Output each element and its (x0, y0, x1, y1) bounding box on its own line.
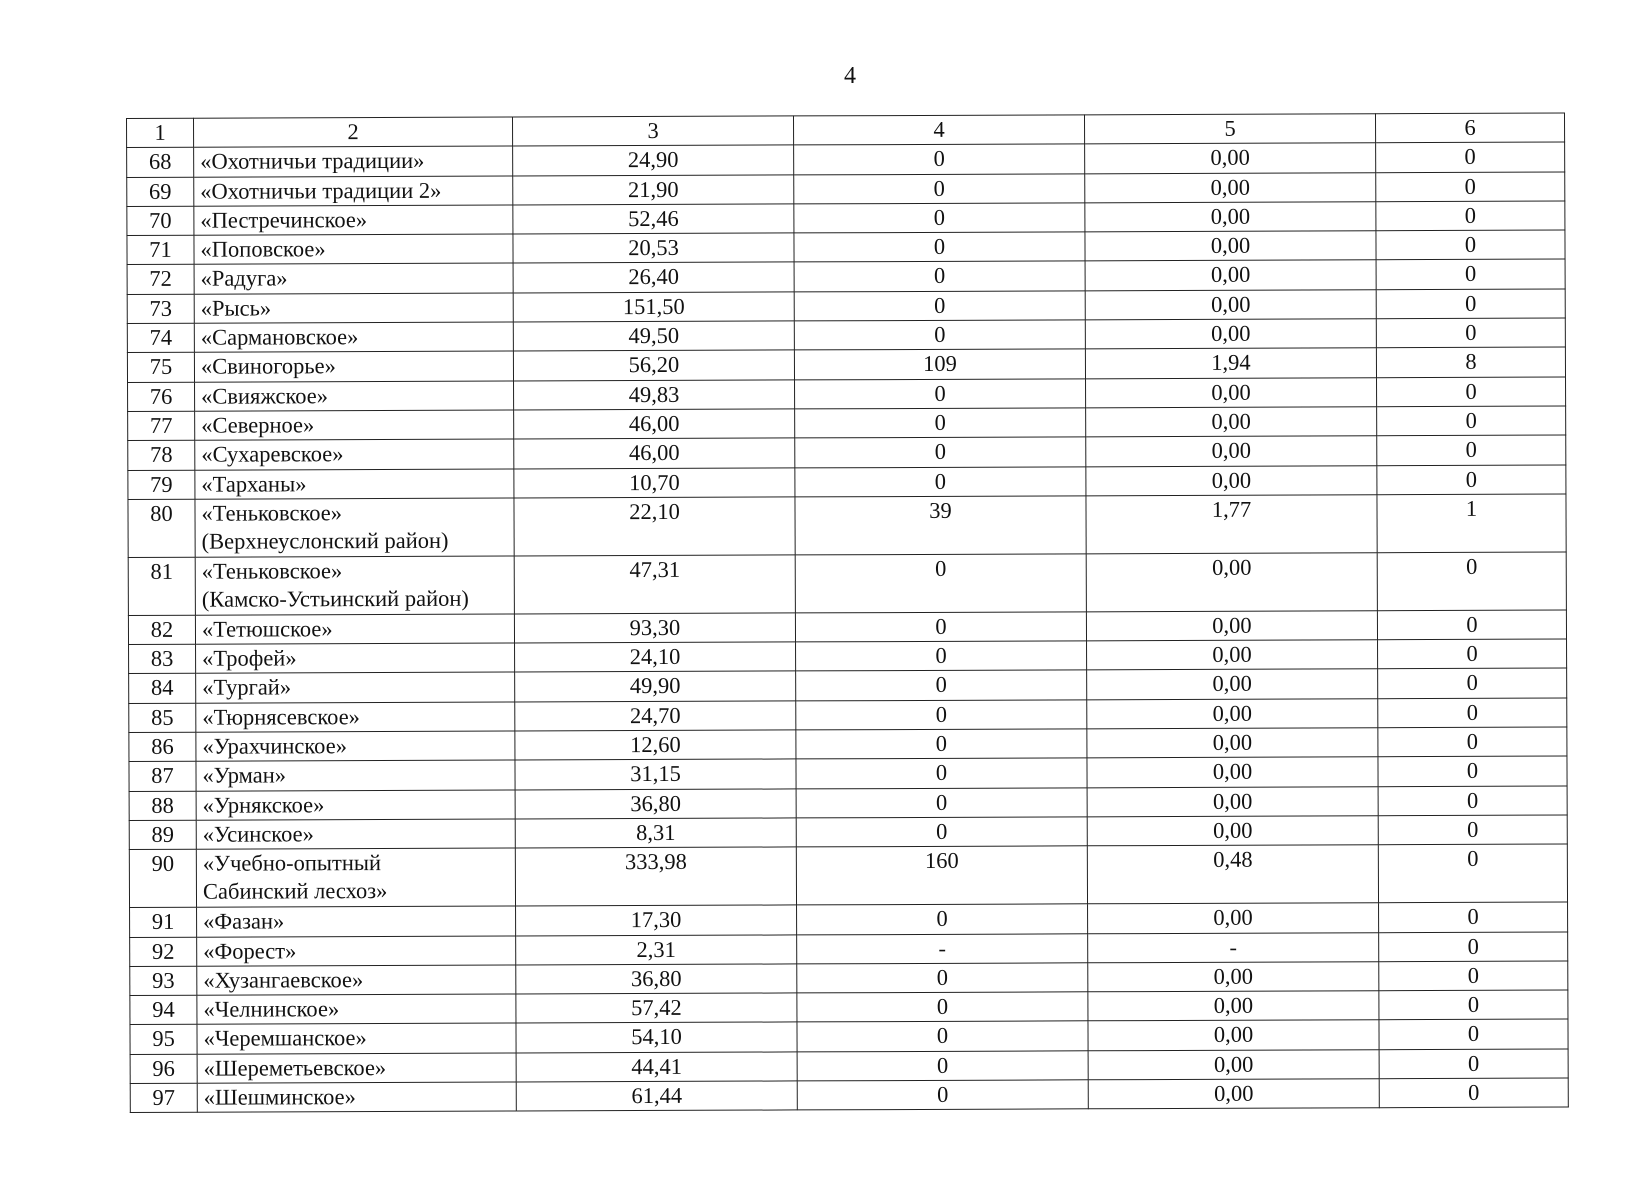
row-number-cell: 76 (128, 382, 195, 412)
page-number: 4 (844, 63, 856, 89)
name-line: «Свиногорье» (200, 353, 336, 380)
row-number-cell: 71 (127, 235, 194, 265)
name-line: «Поповское» (200, 236, 326, 262)
value-cell-col6: 0 (1376, 230, 1565, 260)
table-row (130, 1078, 1568, 1113)
value-cell-col5: 1,94 (1085, 348, 1376, 378)
row-number-cell: 90 (129, 849, 196, 907)
value-cell-col3: 24,70 (515, 701, 796, 731)
value-cell-col3: 49,90 (515, 671, 796, 701)
row-number-cell: 72 (127, 265, 194, 295)
value-cell-col6: 0 (1378, 698, 1567, 728)
value-cell-col3: 52,46 (513, 204, 794, 234)
value-cell-col3: 22,10 (514, 497, 795, 556)
row-number-cell: 80 (128, 499, 195, 557)
hunting-ground-name-cell (197, 906, 516, 937)
name-line: «Черемшанское» (203, 1025, 367, 1052)
value-cell-col3: 57,42 (516, 993, 797, 1023)
hunting-ground-name-cell (197, 1053, 516, 1084)
name-line: «Северное» (201, 412, 315, 438)
hunting-ground-name-cell (194, 176, 513, 207)
value-cell-col4: 0 (795, 554, 1086, 613)
name-line: «Сармановское» (200, 324, 359, 350)
table-row (128, 494, 1566, 558)
value-cell-col3: 10,70 (514, 467, 795, 497)
hunting-ground-name-cell (195, 381, 514, 412)
name-line: «Тарханы» (201, 470, 307, 497)
row-number-cell: 70 (127, 206, 194, 236)
hunting-ground-name-cell (196, 702, 515, 733)
hunting-ground-name-cell (195, 498, 514, 557)
value-cell-col5: 0,00 (1085, 202, 1376, 232)
name-line: (Камско-Устьинский район) (201, 585, 469, 612)
value-cell-col5: 0,00 (1088, 962, 1379, 992)
row-number-cell: 86 (129, 732, 196, 762)
value-cell-col3: 12,60 (515, 730, 796, 760)
header-cell-2: 2 (194, 117, 513, 148)
hunting-ground-name-cell (197, 1023, 516, 1054)
name-line: «Усинское» (202, 821, 314, 847)
value-cell-col5: 0,00 (1085, 172, 1376, 202)
name-line: «Свияжское» (201, 382, 329, 409)
name-line: «Урнякское» (202, 791, 325, 818)
value-cell-col6: 0 (1376, 259, 1565, 289)
value-cell-col5: 0,00 (1085, 143, 1376, 173)
hunting-ground-name-cell (194, 351, 513, 382)
row-number-cell: 85 (129, 703, 196, 733)
hunting-ground-name-cell (194, 205, 513, 236)
name-line: «Тургай» (202, 674, 292, 701)
value-cell-col6: 0 (1379, 990, 1568, 1020)
name-line: «Фазан» (203, 908, 285, 934)
value-cell-col3: 21,90 (513, 175, 794, 205)
value-cell-col5: 0,00 (1088, 903, 1379, 933)
hunting-ground-name-cell (194, 293, 513, 324)
value-cell-col5: 0,00 (1087, 669, 1378, 699)
row-number-cell: 82 (128, 615, 195, 645)
name-line: «Трофей» (202, 645, 297, 671)
value-cell-col4: 0 (796, 641, 1087, 671)
value-cell-col5: 0,00 (1085, 319, 1376, 349)
value-cell-col3: 93,30 (514, 613, 795, 643)
value-cell-col6: 0 (1377, 406, 1566, 436)
value-cell-col5: 0,00 (1088, 991, 1379, 1021)
name-line: «Шешминское» (203, 1084, 356, 1110)
name-line: «Челнинское» (203, 996, 340, 1022)
value-cell-col3: 61,44 (516, 1081, 797, 1111)
name-line: «Урахчинское» (202, 733, 347, 759)
name-line: (Верхнеуслонский район) (201, 527, 449, 554)
value-cell-col3: 20,53 (513, 233, 794, 263)
value-cell-col3: 2,31 (516, 934, 797, 964)
table-body (127, 142, 1569, 1113)
name-line: «Тюрнясевское» (202, 703, 360, 730)
value-cell-col6: 0 (1378, 639, 1567, 669)
row-number-cell: 73 (127, 294, 194, 324)
hunting-ground-name-cell (196, 643, 515, 674)
value-cell-col4: 0 (797, 963, 1088, 993)
value-cell-col6: 8 (1376, 347, 1565, 377)
value-cell-col4: 0 (794, 173, 1085, 203)
value-cell-col6: 0 (1378, 786, 1567, 816)
header-cell-6: 6 (1375, 113, 1564, 143)
hunting-ground-name-cell (195, 614, 514, 645)
hunting-ground-name-cell (196, 790, 515, 821)
value-cell-col4: 0 (796, 817, 1087, 847)
value-cell-col3: 47,31 (514, 555, 795, 614)
value-cell-col6: 0 (1379, 932, 1568, 962)
value-cell-col5: 0,00 (1087, 640, 1378, 670)
value-cell-col4: - (797, 933, 1088, 963)
row-number-cell: 77 (128, 411, 195, 441)
value-cell-col3: 44,41 (516, 1052, 797, 1082)
name-line: «Форест» (203, 937, 297, 964)
value-cell-col6: 0 (1377, 435, 1566, 465)
value-cell-col6: 0 (1377, 552, 1566, 611)
value-cell-col5: 0,00 (1088, 1049, 1379, 1079)
value-cell-col4: 0 (796, 729, 1087, 759)
value-cell-col5: 0,00 (1087, 786, 1378, 816)
value-cell-col6: 0 (1378, 727, 1567, 757)
value-cell-col5: 0,00 (1088, 1079, 1379, 1109)
row-number-cell: 69 (127, 177, 194, 207)
value-cell-col3: 24,90 (513, 145, 794, 175)
header-cell-3: 3 (512, 116, 793, 146)
value-cell-col5: 0,00 (1086, 553, 1377, 612)
value-cell-col4: 0 (797, 904, 1088, 934)
row-number-cell: 93 (130, 966, 197, 996)
value-cell-col4: 0 (796, 700, 1087, 730)
hunting-ground-name-cell (194, 146, 513, 177)
value-cell-col5: 0,00 (1088, 1020, 1379, 1050)
value-cell-col3: 8,31 (515, 818, 796, 848)
value-cell-col5: 0,00 (1086, 407, 1377, 437)
header-cell-1: 1 (127, 118, 194, 148)
value-cell-col3: 26,40 (513, 262, 794, 292)
hunting-ground-name-cell (194, 234, 513, 265)
hunting-ground-name-cell (195, 469, 514, 500)
value-cell-col3: 49,50 (513, 321, 794, 351)
name-line: «Хузангаевское» (203, 966, 364, 993)
hunting-ground-name-cell (195, 439, 514, 470)
row-number-cell: 89 (129, 820, 196, 850)
value-cell-col4: 0 (796, 758, 1087, 788)
name-line: «Пестречинское» (200, 206, 368, 233)
value-cell-col4: 39 (795, 496, 1086, 555)
value-cell-col6: 0 (1378, 844, 1567, 903)
value-cell-col3: 49,83 (514, 380, 795, 410)
row-number-cell: 74 (127, 323, 194, 353)
value-cell-col4: 160 (796, 846, 1087, 905)
value-cell-col4: 0 (794, 203, 1085, 233)
name-line: «Шереметьевское» (203, 1054, 387, 1081)
row-number-cell: 83 (129, 644, 196, 674)
value-cell-col6: 0 (1376, 289, 1565, 319)
name-line: «Охотничьи традиции» (200, 148, 425, 175)
row-number-cell: 92 (130, 937, 197, 967)
value-cell-col4: 0 (795, 378, 1086, 408)
name-line: «Теньковское» (201, 500, 343, 526)
row-number-cell: 96 (130, 1054, 197, 1084)
value-cell-col5: - (1088, 932, 1379, 962)
value-cell-col4: 0 (794, 232, 1085, 262)
value-cell-col6: 0 (1379, 961, 1568, 991)
value-cell-col3: 151,50 (513, 292, 794, 322)
hunting-ground-name-cell (194, 263, 513, 294)
value-cell-col4: 0 (795, 466, 1086, 496)
name-line: Сабинский лесхоз» (202, 878, 388, 904)
name-line: «Охотничьи традиции 2» (200, 177, 442, 204)
row-number-cell: 94 (130, 995, 197, 1025)
row-number-cell: 81 (128, 557, 195, 615)
row-number-cell: 78 (128, 441, 195, 471)
value-cell-col5: 0,00 (1086, 465, 1377, 495)
table-row (129, 844, 1567, 908)
value-cell-col5: 0,00 (1087, 728, 1378, 758)
value-cell-col4: 0 (797, 1021, 1088, 1051)
value-cell-col6: 0 (1376, 142, 1565, 172)
value-cell-col6: 1 (1377, 494, 1566, 553)
hunting-ground-name-cell (195, 556, 514, 615)
value-cell-col4: 0 (796, 670, 1087, 700)
value-cell-col6: 0 (1378, 815, 1567, 845)
value-cell-col6: 0 (1376, 318, 1565, 348)
value-cell-col6: 0 (1378, 668, 1567, 698)
data-table-container (126, 112, 1569, 1113)
value-cell-col4: 0 (795, 408, 1086, 438)
value-cell-col6: 0 (1377, 610, 1566, 640)
value-cell-col6: 0 (1377, 377, 1566, 407)
value-cell-col6: 0 (1379, 1049, 1568, 1079)
value-cell-col4: 0 (796, 787, 1087, 817)
value-cell-col6: 0 (1379, 1078, 1568, 1108)
row-number-cell: 87 (129, 762, 196, 792)
value-cell-col4: 0 (794, 291, 1085, 321)
value-cell-col3: 54,10 (516, 1022, 797, 1052)
value-cell-col6: 0 (1376, 201, 1565, 231)
hunting-ground-name-cell (197, 994, 516, 1025)
value-cell-col3: 24,10 (515, 642, 796, 672)
row-number-cell: 91 (130, 907, 197, 937)
hunting-ground-name-cell (196, 731, 515, 762)
data-table (126, 112, 1569, 1113)
value-cell-col3: 36,80 (515, 789, 796, 819)
value-cell-col4: 0 (794, 320, 1085, 350)
value-cell-col5: 0,48 (1087, 845, 1378, 904)
name-line: «Рысь» (200, 295, 272, 321)
header-cell-5: 5 (1084, 114, 1375, 144)
name-line: «Урман» (202, 762, 287, 789)
hunting-ground-name-cell (195, 410, 514, 441)
row-number-cell: 75 (127, 353, 194, 383)
name-line: «Учебно-опытный (202, 850, 382, 876)
value-cell-col5: 0,00 (1087, 816, 1378, 846)
value-cell-col5: 0,00 (1085, 289, 1376, 319)
value-cell-col4: 0 (795, 612, 1086, 642)
hunting-ground-name-cell (196, 760, 515, 791)
row-number-cell: 88 (129, 791, 196, 821)
hunting-ground-name-cell (194, 322, 513, 353)
row-number-cell: 97 (130, 1083, 197, 1113)
value-cell-col4: 0 (797, 1080, 1088, 1110)
value-cell-col4: 0 (794, 144, 1085, 174)
hunting-ground-name-cell (196, 848, 515, 907)
value-cell-col5: 0,00 (1087, 757, 1378, 787)
value-cell-col5: 0,00 (1086, 611, 1377, 641)
hunting-ground-name-cell (197, 936, 516, 967)
value-cell-col6: 0 (1378, 756, 1567, 786)
value-cell-col3: 56,20 (513, 350, 794, 380)
value-cell-col3: 46,00 (514, 438, 795, 468)
row-number-cell: 95 (130, 1025, 197, 1055)
value-cell-col3: 333,98 (515, 847, 796, 906)
row-number-cell: 68 (127, 148, 194, 178)
value-cell-col4: 0 (797, 1051, 1088, 1081)
name-line: «Радуга» (200, 265, 288, 292)
hunting-ground-name-cell (196, 672, 515, 703)
value-cell-col5: 0,00 (1085, 260, 1376, 290)
row-number-cell: 79 (128, 470, 195, 500)
value-cell-col5: 0,00 (1087, 698, 1378, 728)
value-cell-col3: 36,80 (516, 964, 797, 994)
row-number-cell: 84 (129, 674, 196, 704)
value-cell-col5: 0,00 (1085, 231, 1376, 261)
value-cell-col5: 1,77 (1086, 495, 1377, 554)
value-cell-col3: 31,15 (515, 759, 796, 789)
value-cell-col4: 0 (795, 437, 1086, 467)
name-line: «Теньковское» (201, 558, 343, 584)
header-cell-4: 4 (793, 115, 1084, 145)
name-line: «Сухаревское» (201, 441, 344, 467)
value-cell-col5: 0,00 (1086, 377, 1377, 407)
value-cell-col6: 0 (1376, 172, 1565, 202)
value-cell-col6: 0 (1379, 902, 1568, 932)
value-cell-col5: 0,00 (1086, 436, 1377, 466)
value-cell-col6: 0 (1377, 465, 1566, 495)
value-cell-col3: 17,30 (516, 905, 797, 935)
value-cell-col4: 0 (797, 992, 1088, 1022)
value-cell-col4: 0 (794, 261, 1085, 291)
hunting-ground-name-cell (197, 1082, 516, 1113)
hunting-ground-name-cell (197, 965, 516, 996)
value-cell-col4: 109 (794, 349, 1085, 379)
table-row (128, 552, 1566, 616)
hunting-ground-name-cell (196, 819, 515, 850)
value-cell-col6: 0 (1379, 1019, 1568, 1049)
value-cell-col3: 46,00 (514, 409, 795, 439)
name-line: «Тетюшское» (201, 616, 333, 642)
